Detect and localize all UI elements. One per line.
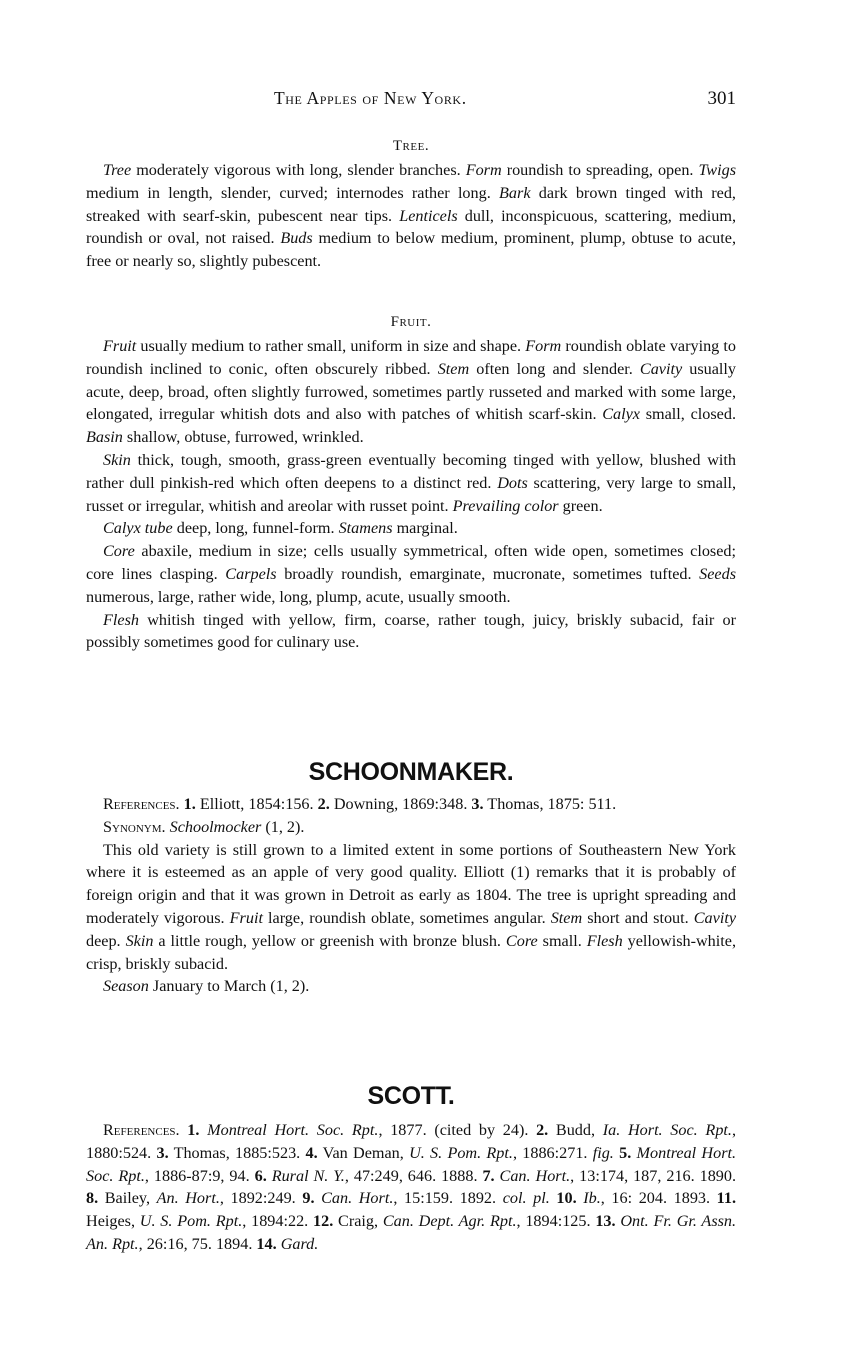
text-run: January to March (1, 2). <box>148 977 310 996</box>
text-run: Elliott, 1854:156. <box>195 795 318 813</box>
paragraph <box>86 159 736 273</box>
text-run: green. <box>558 496 603 515</box>
text-run: usually acute, deep, broad, often slightly furrowed, sometimes partly russeted and marked with some large, elongated, irregular whitish dots and also with patches of whitish scarf-skin. <box>86 359 737 424</box>
text-run: medium in length, slender, curved; internodes rather long. <box>86 183 500 202</box>
italic-term: Lenticels <box>399 206 458 225</box>
italic-term: Basin <box>86 428 123 447</box>
section-heading-fruit: Fruit. <box>390 314 432 330</box>
text-run: Thomas, 1875: 511. <box>483 795 617 813</box>
small-caps-label: Synonym. <box>103 817 166 836</box>
text-run: Heiges, <box>86 1212 140 1231</box>
reference-number: 1. <box>187 1121 200 1139</box>
text-run: , 15:159. 1892. <box>393 1189 503 1208</box>
italic-term: Calyx <box>602 405 640 424</box>
italic-term: Skin <box>125 931 154 950</box>
variety-title-schoonmaker: SCHOONMAKER. <box>308 758 514 786</box>
italic-term: Schoolmocker <box>169 817 262 836</box>
text-run: , 1886:271. <box>512 1143 593 1162</box>
text-run: Bailey, <box>98 1189 157 1208</box>
reference-number: 14. <box>256 1234 277 1253</box>
variety-title-scott: SCOTT. <box>367 1082 455 1110</box>
reference-number: 13. <box>595 1212 616 1231</box>
italic-term: Skin <box>103 450 131 469</box>
reference-number: 10. <box>556 1189 577 1208</box>
paragraph <box>86 793 736 816</box>
italic-term: Form <box>525 337 562 355</box>
text-run: This old variety is still grown to a limited extent in some portions of Southeastern New York where it is esteemed as an apple of very good quality. Elliott (1) remarks that it is probably of foreign origin and that it was grown in Detroit as early as 1804. The tree is upright spreading and moderately vigorous. <box>86 840 736 927</box>
reference-number: 2. <box>536 1121 549 1139</box>
tree-paragraphs <box>86 159 736 273</box>
text-run: marginal. <box>392 519 458 538</box>
text-run: shallow, obtuse, furrowed, wrinkled. <box>122 428 364 447</box>
reference-number: 8. <box>86 1189 99 1208</box>
page-number: 301 <box>707 88 736 109</box>
scott-paragraphs <box>86 1119 736 1256</box>
paragraph <box>86 517 736 540</box>
italic-term: Dots <box>497 473 528 492</box>
italic-term: Core <box>505 931 538 950</box>
running-title: The Apples of New York. <box>274 88 467 108</box>
italic-term: Twigs <box>698 161 736 179</box>
italic-term: Form <box>465 161 502 179</box>
italic-term: Tree <box>103 161 132 179</box>
reference-number: 7. <box>482 1166 495 1185</box>
italic-term: Gard. <box>280 1234 319 1253</box>
paragraph <box>86 540 736 608</box>
text-run: , 1892:249. <box>219 1189 303 1208</box>
small-caps-label: References. <box>103 795 180 813</box>
italic-term: Calyx tube <box>103 519 173 538</box>
reference-number: 4. <box>305 1143 318 1162</box>
reference-number: 11. <box>716 1189 737 1208</box>
paragraph <box>86 449 736 517</box>
text-run: small. <box>537 931 587 950</box>
italic-term: U. S. Pom. Rpt. <box>139 1212 243 1231</box>
text-run: a little rough, yellow or greenish with bronze blush. <box>153 931 506 950</box>
reference-number: 1. <box>183 795 196 813</box>
italic-term: Cavity <box>639 359 683 378</box>
italic-term: Can. Hort. <box>499 1166 571 1185</box>
tree-section <box>86 138 736 273</box>
paragraph <box>86 609 736 655</box>
reference-number: 9. <box>302 1189 315 1208</box>
text-run: abaxile, medium in size; cells usually symmetrical, often wide open, sometimes closed; core lines clasping. <box>86 542 736 583</box>
fruit-section <box>86 314 736 654</box>
paragraph <box>86 1119 736 1256</box>
italic-term: Montreal Hort. Soc. Rpt. <box>86 1143 737 1185</box>
italic-term: Fruit <box>229 908 263 927</box>
text-run: , 16: 204. 1893. <box>600 1189 717 1208</box>
text-run: Van Deman, <box>317 1143 410 1162</box>
paragraph <box>86 839 736 976</box>
text-run: numerous, large, rather wide, long, plump, acute, usually smooth. <box>86 587 511 606</box>
small-caps-label: References. <box>103 1121 180 1139</box>
italic-term: Flesh <box>103 610 139 629</box>
text-run: , 47:249, 646. 1888. <box>344 1166 483 1185</box>
running-head <box>86 88 736 112</box>
italic-term: col. pl. <box>502 1189 550 1208</box>
italic-term: Ia. Hort. Soc. Rpt. <box>602 1121 732 1139</box>
italic-term: Can. Dept. Agr. Rpt. <box>382 1212 517 1231</box>
text-run: roundish oblate varying to roundish inclined to conic, often obscurely ribbed. <box>86 337 736 378</box>
text-run: medium to below medium, prominent, plump, obtuse to acute, free or nearly so, slightly pubescent. <box>86 229 736 271</box>
paragraph <box>86 335 736 449</box>
italic-term: Buds <box>280 229 313 248</box>
italic-term: Prevailing color <box>452 496 559 515</box>
italic-term: An. Hort. <box>156 1189 220 1208</box>
variety-schoonmaker <box>86 758 736 998</box>
italic-term: Stem <box>550 908 583 927</box>
italic-term: Rural N. Y. <box>271 1166 345 1185</box>
section-heading-tree: Tree. <box>392 138 430 154</box>
fruit-paragraphs <box>86 335 736 654</box>
italic-term: Ib. <box>583 1189 601 1208</box>
text-run: whitish tinged with yellow, firm, coarse, rather tough, juicy, briskly subacid, fair or possibly sometimes good for culinary use. <box>86 610 736 652</box>
text-run: , 1880:524. <box>86 1121 736 1162</box>
text-run: dull, inconspicuous, scattering, medium, roundish or oval, not raised. <box>86 206 736 248</box>
italic-term: U. S. Pom. Rpt. <box>409 1143 513 1162</box>
text-run: usually medium to rather small, uniform in size and shape. <box>136 337 526 355</box>
text-run: Craig, <box>333 1212 383 1231</box>
text-run: Downing, 1869:348. <box>329 795 472 813</box>
text-run: deep, long, funnel-form. <box>172 519 339 538</box>
paragraph <box>86 816 736 839</box>
text-run: yellowish-white, crisp, briskly subacid. <box>86 931 736 973</box>
text-run <box>199 1121 207 1139</box>
text-run: scattering, very large to small, russet or irregular, whitish and areolar with russet point. <box>86 473 736 515</box>
text-run: , 26:16, 75. 1894. <box>138 1234 257 1253</box>
text-run: large, roundish oblate, sometimes angular. <box>262 908 551 927</box>
italic-term: Fruit <box>103 337 137 355</box>
reference-number: 2. <box>317 795 330 813</box>
text-run: thick, tough, smooth, grass-green eventually becoming tinged with yellow, blushed with rather dull pinkish-red which often deepens to a distinct red. <box>86 450 736 492</box>
paragraph <box>86 975 736 998</box>
text-run: , 1886-87:9, 94. <box>144 1166 255 1185</box>
italic-term: Season <box>103 977 149 996</box>
italic-term: Core <box>103 542 135 561</box>
reference-number: 3. <box>156 1143 169 1162</box>
italic-term: Can. Hort. <box>321 1189 394 1208</box>
variety-scott <box>86 1082 736 1256</box>
italic-term: Stem <box>437 359 470 378</box>
text-run: dark brown tinged with red, streaked with searf-skin, pubescent near tips. <box>86 183 736 225</box>
reference-number: 5. <box>619 1143 632 1162</box>
schoonmaker-paragraphs <box>86 793 736 998</box>
text-run: , 13:174, 187, 216. 1890. <box>570 1166 737 1185</box>
text-run: Budd, <box>548 1121 603 1139</box>
italic-term: Seeds <box>699 564 737 583</box>
reference-number: 12. <box>313 1212 334 1231</box>
text-run: roundish to spreading, open. <box>501 161 699 179</box>
text-run: moderately vigorous with long, slender branches. <box>131 161 466 179</box>
text-run: small, closed. <box>640 405 736 424</box>
italic-term: fig. <box>592 1143 614 1162</box>
text-run: short and stout. <box>582 908 694 927</box>
text-run: , 1894:22. <box>242 1212 313 1231</box>
text-run: deep. <box>86 931 126 950</box>
text-run: broadly roundish, emarginate, mucronate, sometimes tufted. <box>276 564 700 583</box>
italic-term: Bark <box>499 183 531 202</box>
text-run: (1, 2). <box>261 817 305 836</box>
reference-number: 6. <box>254 1166 267 1185</box>
italic-term: Montreal Hort. Soc. Rpt. <box>207 1121 379 1139</box>
italic-term: Cavity <box>693 908 737 927</box>
text-run: , 1894:125. <box>516 1212 596 1231</box>
italic-term: Flesh <box>586 931 623 950</box>
italic-term: Ont. Fr. Gr. Assn. An. Rpt. <box>86 1212 737 1253</box>
reference-number: 3. <box>471 795 484 813</box>
text-run: , 1877. (cited by 24). <box>378 1121 537 1139</box>
italic-term: Carpels <box>225 564 277 583</box>
italic-term: Stamens <box>338 519 393 538</box>
text-run: Thomas, 1885:523. <box>168 1143 306 1162</box>
text-run: often long and slender. <box>469 359 640 378</box>
